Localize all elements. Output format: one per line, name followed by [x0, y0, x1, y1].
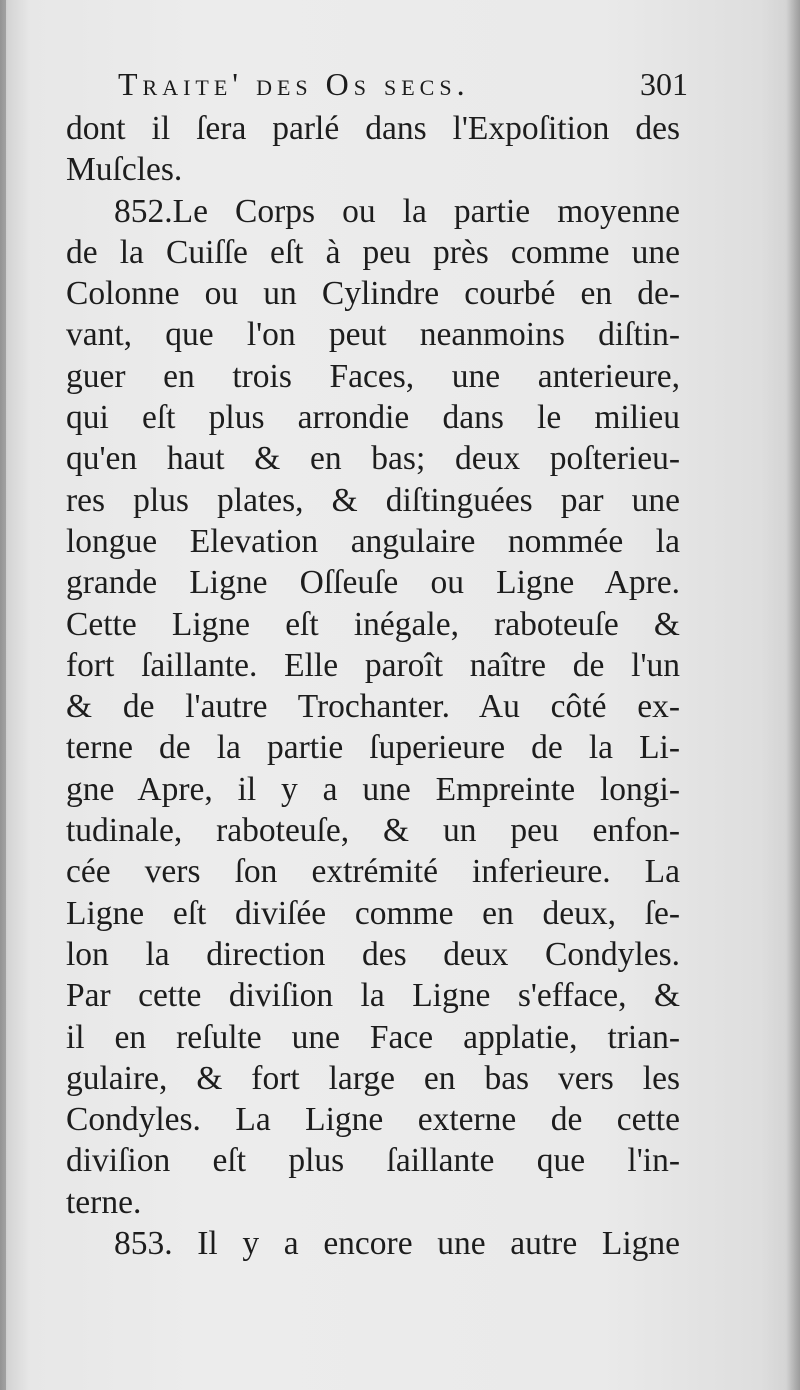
text-line: lon la direction des deux Condyles.	[66, 935, 680, 973]
text-line: Colonne ou un Cylindre courbé en de-	[66, 275, 680, 313]
text-line: dont il ſera parlé dans l'Expoſition des	[66, 110, 680, 147]
text-line: qui eſt plus arrondie dans le milieu	[66, 399, 680, 437]
text-line: & de l'autre Trochanter. Au côté ex-	[66, 688, 680, 726]
paragraph-852-start: 852.Le Corps ou la partie moyenne	[114, 192, 680, 230]
text-line: tudinale, raboteuſe, & un peu enfon-	[66, 812, 680, 850]
text-line: Condyles. La Ligne externe de cette	[66, 1101, 680, 1139]
text-line: Par cette diviſion la Ligne s'efface, &	[66, 977, 680, 1015]
body-text	[66, 108, 680, 1264]
text-line: cée vers ſon extrémité inferieure. La	[66, 853, 680, 891]
text-line: qu'en haut & en bas; deux poſterieu-	[66, 440, 680, 478]
text-line: terne de la partie ſuperieure de la Li-	[66, 729, 680, 767]
text-line: Cette Ligne eſt inégale, raboteuſe &	[66, 605, 680, 643]
text-line: res plus plates, & diſtinguées par une	[66, 481, 680, 519]
text-line: Ligne eſt diviſée comme en deux, ſe-	[66, 894, 680, 932]
text-line: terne.	[66, 1183, 142, 1221]
paragraph-853-start: 853. Il y a encore une autre Ligne	[114, 1225, 680, 1263]
running-head-title: Traite' des Os secs.	[118, 66, 470, 102]
text-line: vant, que l'on peut neanmoins diſtin-	[66, 316, 680, 354]
page-number: 301	[640, 66, 688, 102]
page-edge-shadow	[786, 0, 800, 1390]
text-line: de la Cuiſſe eſt à peu près comme une	[66, 233, 680, 271]
page-gutter-shadow	[0, 0, 6, 1390]
text-line: fort ſaillante. Elle paroît naître de l'un	[66, 646, 680, 684]
text-line: gne Apre, il y a une Empreinte longi-	[66, 770, 680, 808]
text-line: Muſcles.	[66, 151, 183, 189]
text-line: longue Elevation angulaire nommée la	[66, 522, 680, 560]
text-line: grande Ligne Oſſeuſe ou Ligne Apre.	[66, 564, 680, 602]
text-line: gulaire, & fort large en bas vers les	[66, 1059, 680, 1097]
text-line: diviſion eſt plus ſaillante que l'in-	[66, 1142, 680, 1180]
text-line: il en reſulte une Face applatie, trian-	[66, 1018, 680, 1056]
running-head	[118, 66, 688, 110]
text-line: guer en trois Faces, une anterieure,	[66, 357, 680, 395]
